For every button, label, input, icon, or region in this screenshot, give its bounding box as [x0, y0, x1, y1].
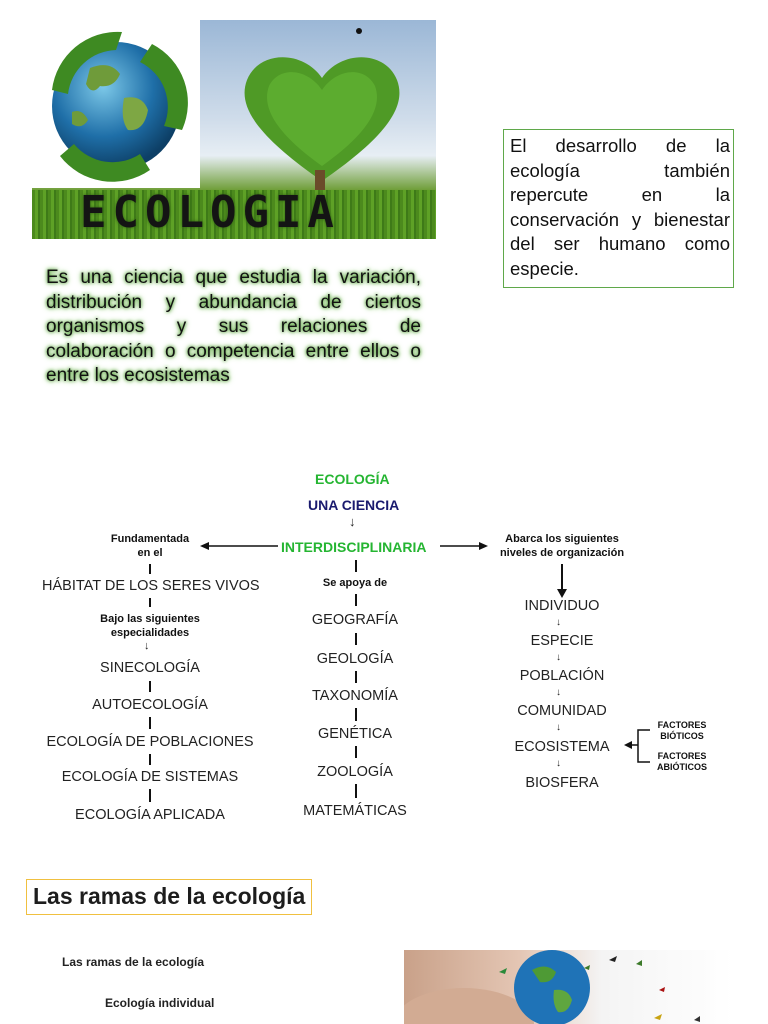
arrow-down-icon: ↓ [556, 758, 561, 769]
left-header-line1: Fundamentada [110, 533, 190, 545]
connector [355, 671, 357, 683]
middle-header: Se apoya de [322, 577, 388, 589]
heart-tree-icon [237, 46, 407, 186]
connector [149, 754, 151, 765]
connector [355, 560, 357, 572]
arrow-down-icon: ↓ [556, 687, 561, 698]
arrow-down-icon [555, 564, 569, 598]
factor-abiotic [651, 751, 713, 773]
connector [355, 633, 357, 645]
right-header-line2: niveles de organización [499, 547, 625, 559]
factor-abiotic-line1: FACTORES [657, 751, 707, 761]
connector [149, 789, 151, 802]
connector [355, 746, 357, 758]
hand-globe-photo [404, 950, 734, 1024]
hero-title: ECOLOGIA [80, 187, 340, 238]
arrow-left-icon [200, 538, 280, 554]
arrow-down-icon: ↓ [144, 640, 150, 652]
cm-center: INTERDISCIPLINARIA [281, 539, 427, 555]
cm-root: ECOLOGÍA [315, 471, 390, 487]
left-item: ECOLOGÍA DE POBLACIONES [46, 734, 254, 750]
middle-item: ZOOLOGÍA [317, 764, 393, 780]
right-item: POBLACIÓN [519, 668, 605, 684]
globe-icon [32, 20, 200, 188]
arrow-down-icon: ↓ [556, 617, 561, 628]
middle-item: MATEMÁTICAS [303, 803, 407, 819]
factor-biotic [651, 720, 713, 742]
ecologia-hero-image [32, 20, 436, 239]
connector [355, 594, 357, 606]
habitat-label: HÁBITAT DE LOS SERES VIVOS [42, 578, 260, 594]
ecology-definition: Es una ciencia que estudia la variación, distribución y abundancia de ciertos organismos y sus relaciones de colaboración o competencia entre ellos o entre los ecosistemas [46, 267, 421, 386]
bracket-arrow-icon [624, 726, 654, 766]
left-item: ECOLOGÍA DE SISTEMAS [61, 769, 239, 785]
left-item: SINECOLOGÍA [100, 660, 200, 676]
arrow-down-icon: ↓ [556, 722, 561, 733]
left-item: ECOLOGÍA APLICADA [75, 807, 225, 823]
connector [149, 564, 151, 574]
development-note-box: El desarrollo de la ecología también repercute en la conservación y bienestar del ser humano como especie. [503, 129, 734, 288]
middle-item: TAXONOMÍA [312, 688, 398, 704]
arrow-down-icon: ↓ [349, 514, 356, 529]
connector [149, 717, 151, 729]
left-subheader [82, 612, 218, 640]
bottom-list-item: Las ramas de la ecología [62, 955, 205, 969]
connector [149, 598, 151, 607]
cm-subtitle: UNA CIENCIA [308, 497, 400, 513]
bird-dot [356, 28, 362, 34]
recycling-globe-image [32, 20, 200, 188]
right-item: COMUNIDAD [517, 703, 607, 719]
right-item: ESPECIE [530, 633, 594, 649]
left-header [104, 532, 196, 560]
left-header-line2: en el [137, 547, 163, 559]
factor-biotic-line1: FACTORES [657, 720, 707, 730]
connector [149, 681, 151, 692]
left-sub-line1: Bajo las siguientes [100, 613, 200, 625]
arrow-right-icon [438, 538, 488, 554]
left-item: AUTOECOLOGÍA [92, 697, 208, 713]
right-header [488, 532, 636, 560]
globe-hand-icon [404, 950, 734, 1024]
right-header-line1: Abarca los siguientes [505, 533, 619, 545]
right-item: ECOSISTEMA [514, 739, 610, 755]
factor-abiotic-line2: ABIÓTICOS [656, 762, 707, 772]
factor-biotic-line2: BIÓTICOS [660, 731, 704, 741]
right-item: INDIVIDUO [524, 598, 600, 614]
section-title: Las ramas de la ecología [26, 879, 312, 915]
middle-item: GEOGRAFÍA [311, 612, 399, 628]
middle-item: GEOLOGÍA [316, 651, 394, 667]
middle-item: GENÉTICA [317, 726, 393, 742]
arrow-down-icon: ↓ [556, 652, 561, 663]
connector [355, 708, 357, 721]
connector [355, 784, 357, 798]
right-item: BIOSFERA [525, 775, 599, 791]
bottom-list-item: Ecología individual [105, 996, 215, 1010]
left-sub-line2: especialidades [110, 627, 190, 639]
